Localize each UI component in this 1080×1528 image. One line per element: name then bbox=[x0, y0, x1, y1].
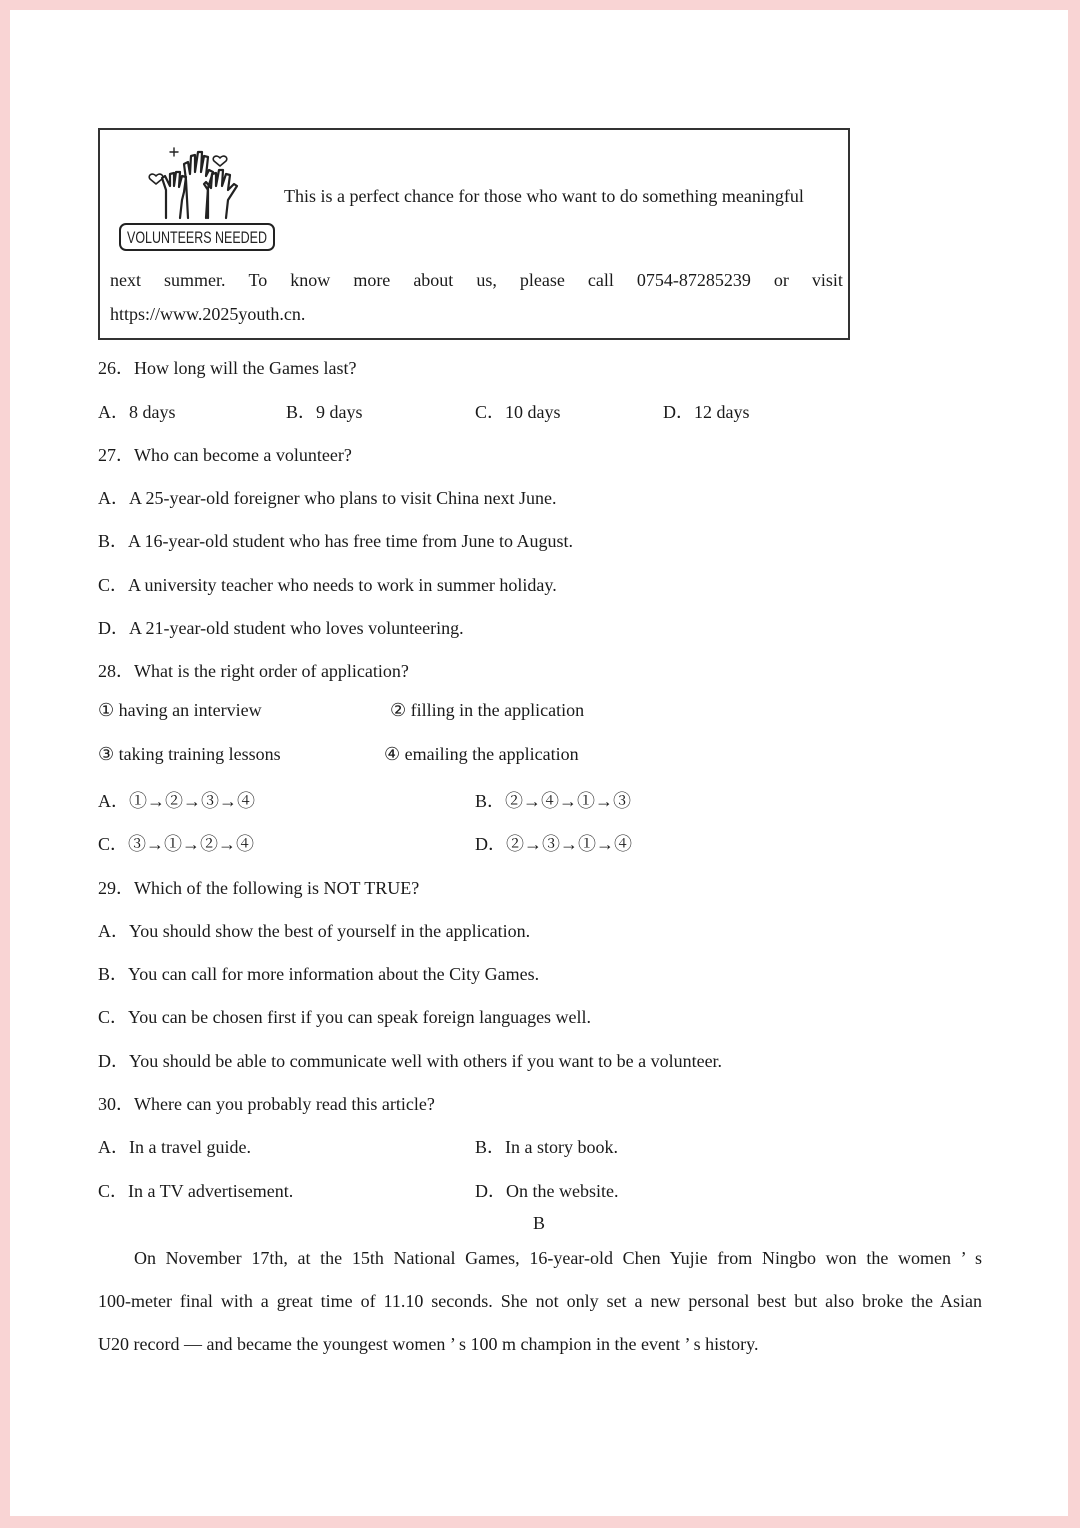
document-page bbox=[10, 10, 1068, 1516]
question-27: 27．Who can become a volunteer? bbox=[98, 445, 352, 465]
section-b-heading: B bbox=[532, 1213, 545, 1233]
q28-step-4: ④ emailing the application bbox=[384, 744, 579, 764]
section-b-passage bbox=[98, 1237, 982, 1366]
question-29: 29．Which of the following is NOT TRUE? bbox=[98, 878, 420, 898]
q29-option-d: D．You should be able to communicate well with others if you want to be a volunteer. bbox=[98, 1051, 723, 1071]
notice-word: 0754-87285239 bbox=[636, 270, 751, 290]
notice-text-line1: This is a perfect chance for those who want to do something meaningful bbox=[284, 186, 804, 206]
notice-word: about bbox=[413, 270, 454, 290]
q30-option-a: A．In a travel guide. bbox=[98, 1137, 251, 1157]
q26-option-d: D．12 days bbox=[663, 402, 750, 422]
question-30: 30．Where can you probably read this article? bbox=[98, 1094, 435, 1114]
q28-option-d: D．②→③→①→④ bbox=[475, 834, 632, 854]
q26-option-c: C．10 days bbox=[475, 402, 561, 422]
notice-word: call bbox=[587, 270, 614, 290]
q27-option-d: D．A 21-year-old student who loves volunteering. bbox=[98, 618, 464, 638]
q27-option-b: B．A 16-year-old student who has free time from June to August. bbox=[98, 531, 574, 551]
question-26: 26．How long will the Games last? bbox=[98, 358, 357, 378]
notice-word: more bbox=[353, 270, 391, 290]
q26-option-b: B．9 days bbox=[286, 402, 363, 422]
notice-word: know bbox=[290, 270, 331, 290]
logo-text: VOLUNTEERS NEEDED bbox=[127, 228, 267, 247]
q28-option-b: B．②→④→①→③ bbox=[475, 791, 632, 811]
q30-option-d: D．On the website. bbox=[475, 1181, 619, 1201]
notice-word: or bbox=[773, 270, 789, 290]
q28-option-a: A．①→②→③→④ bbox=[98, 791, 255, 811]
q28-step-3: ③ taking training lessons bbox=[98, 744, 281, 764]
notice-text-line2 bbox=[110, 270, 843, 291]
notice-word: please bbox=[519, 270, 565, 290]
passage-line-2: 100-meter final with a great time of 11.10 seconds. She not only set a new personal best but also broke the Asian bbox=[98, 1291, 982, 1311]
q27-option-a: A．A 25-year-old foreigner who plans to visit China next June. bbox=[98, 488, 557, 508]
notice-word: us, bbox=[476, 270, 497, 290]
q29-option-c: C．You can be chosen first if you can speak foreign languages well. bbox=[98, 1007, 592, 1027]
q30-option-c: C．In a TV advertisement. bbox=[98, 1181, 294, 1201]
notice-website: https://www.2025youth.cn. bbox=[110, 304, 306, 324]
q26-option-a: A．8 days bbox=[98, 402, 176, 422]
notice-word: next bbox=[110, 270, 141, 290]
passage-line-1: On November 17th, at the 15th National Games, 16-year-old Chen Yujie from Ningbo won the women ’ s bbox=[134, 1248, 982, 1268]
notice-word: To bbox=[248, 270, 268, 290]
q29-option-a: A．You should show the best of yourself in the application. bbox=[98, 921, 531, 941]
notice-word: summer. bbox=[164, 270, 226, 290]
volunteer-notice-box bbox=[98, 128, 850, 340]
q29-option-b: B．You can call for more information about the City Games. bbox=[98, 964, 540, 984]
q28-step-1: ① having an interview bbox=[98, 700, 262, 720]
volunteers-needed-logo bbox=[116, 140, 278, 252]
q27-option-c: C．A university teacher who needs to work in summer holiday. bbox=[98, 575, 557, 595]
notice-word: visit bbox=[811, 270, 843, 290]
q30-option-b: B．In a story book. bbox=[475, 1137, 618, 1157]
q28-option-c: C．③→①→②→④ bbox=[98, 834, 255, 854]
q28-step-2: ② filling in the application bbox=[390, 700, 585, 720]
question-28: 28．What is the right order of application? bbox=[98, 661, 409, 681]
passage-line-3: U20 record — and became the youngest women ’ s 100 m champion in the event ’ s history. bbox=[98, 1334, 759, 1354]
